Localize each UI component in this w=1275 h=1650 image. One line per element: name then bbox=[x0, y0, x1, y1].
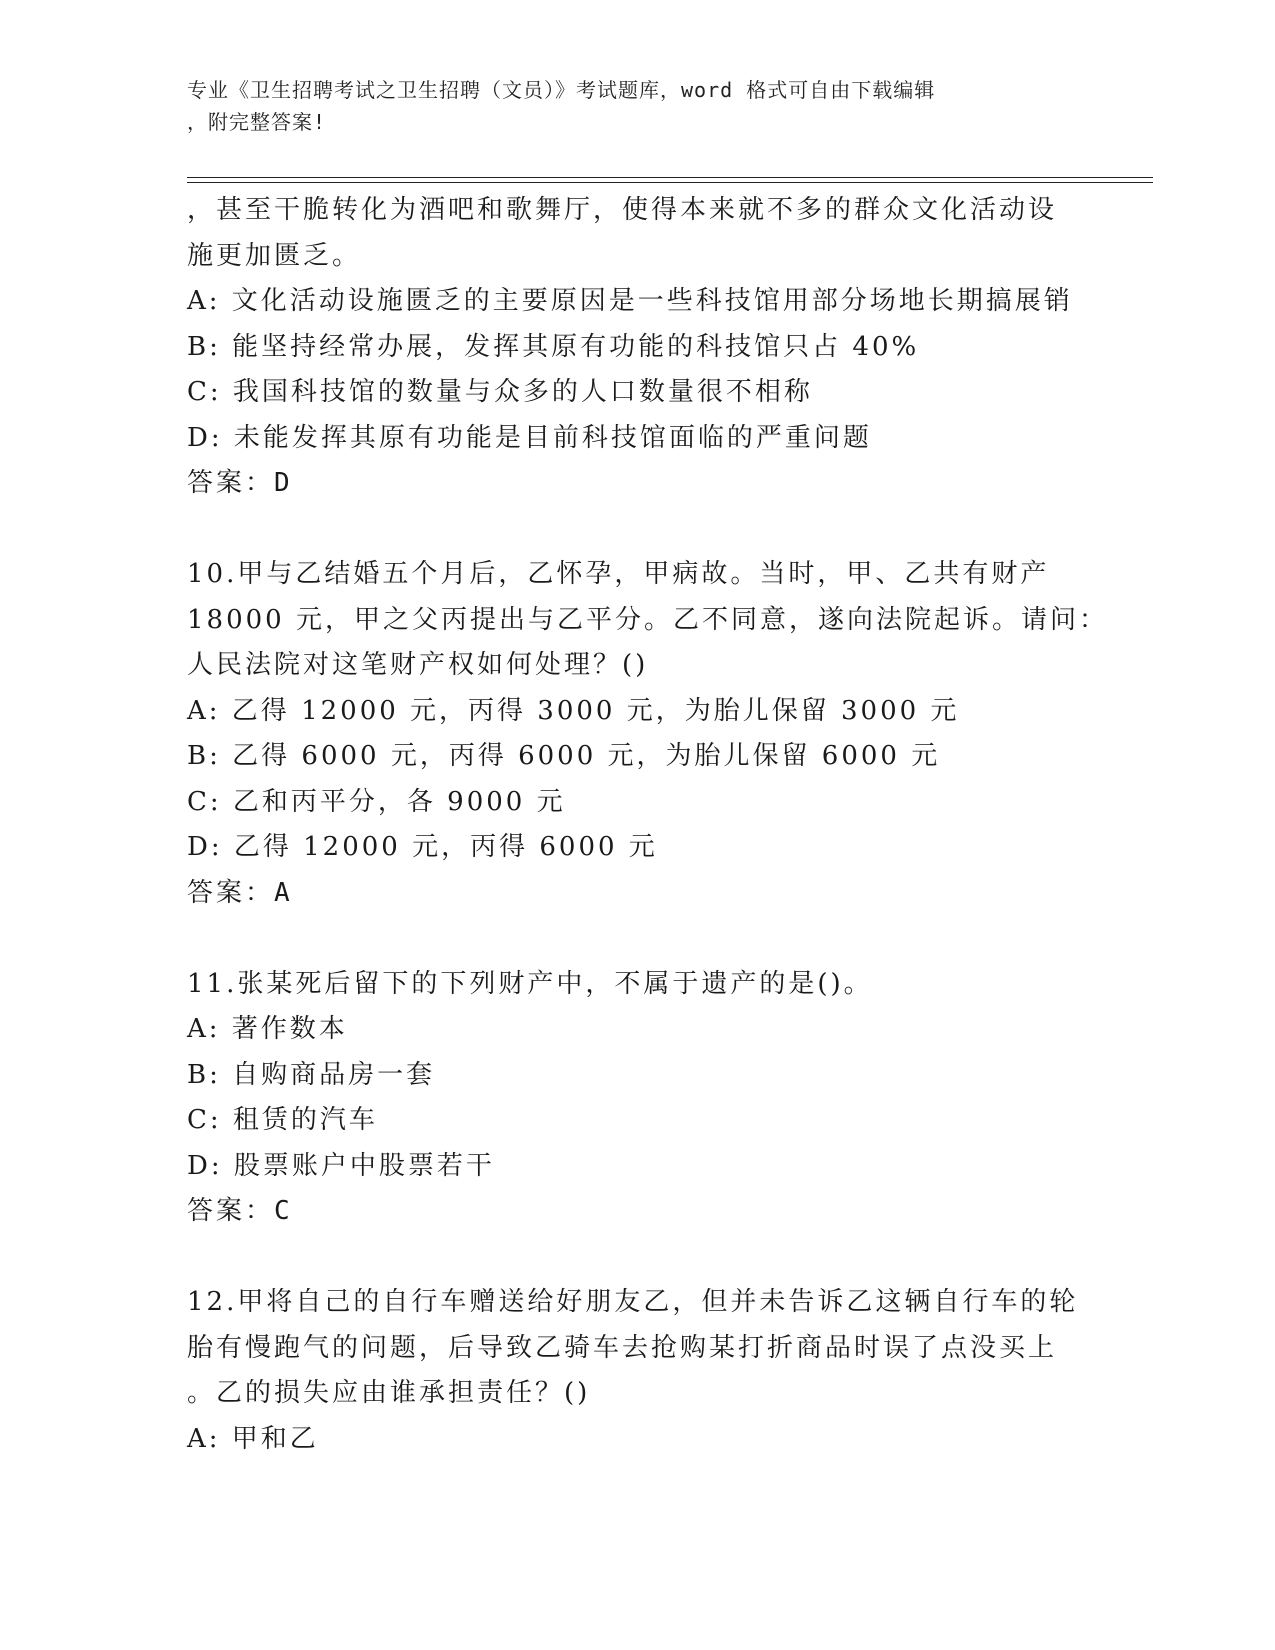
spacer bbox=[187, 916, 1087, 962]
option-a: A: 甲和乙 bbox=[187, 1423, 319, 1454]
answer-value: A bbox=[274, 877, 293, 908]
question-9 bbox=[187, 188, 1087, 507]
question-text: ，甚至干脆转化为酒吧和歌舞厅，使得本来就不多的群众文化活动设 bbox=[187, 195, 1058, 225]
header-line-2: ，附完整答案! bbox=[187, 110, 327, 134]
answer-line bbox=[187, 1189, 1087, 1235]
question-text: 18000 元，甲之父丙提出与乙平分。乙不同意，遂向法院起诉。请问： bbox=[187, 604, 1108, 635]
answer-label: 答案： bbox=[187, 468, 275, 498]
option-c: C: 乙和丙平分，各 9000 元 bbox=[187, 786, 566, 817]
question-text: 11.张某死后留下的下列财产中，不属于遗产的是()。 bbox=[187, 968, 873, 999]
page-header bbox=[187, 74, 1087, 138]
option-a: A: 乙得 12000 元，丙得 3000 元，为胎儿保留 3000 元 bbox=[187, 695, 960, 726]
option-a: A: 文化活动设施匮乏的主要原因是一些科技馆用部分场地长期搞展销 bbox=[187, 286, 1073, 316]
question-text: 。乙的损失应由谁承担责任？() bbox=[187, 1378, 591, 1408]
option-d: D: 股票账户中股票若干 bbox=[187, 1150, 495, 1181]
question-text: 10.甲与乙结婚五个月后，乙怀孕，甲病故。当时，甲、乙共有财产 bbox=[187, 559, 1050, 589]
question-text: 12.甲将自己的自行车赠送给好朋友乙，但并未告诉乙这辆自行车的轮 bbox=[187, 1287, 1079, 1317]
option-a: A: 著作数本 bbox=[187, 1014, 348, 1044]
option-b: B: 自购商品房一套 bbox=[187, 1059, 436, 1090]
question-12 bbox=[187, 1280, 1087, 1462]
option-c: C: 租赁的汽车 bbox=[187, 1105, 378, 1135]
header-line-1: 专业《卫生招聘考试之卫生招聘（文员）》考试题库，word 格式可自由下载编辑 bbox=[187, 78, 936, 102]
document-body bbox=[187, 188, 1108, 1462]
answer-label: 答案： bbox=[187, 1196, 275, 1226]
answer-line bbox=[187, 461, 1087, 507]
option-b: B: 乙得 6000 元，丙得 6000 元，为胎儿保留 6000 元 bbox=[187, 741, 941, 771]
spacer bbox=[187, 1235, 1087, 1281]
question-10 bbox=[187, 552, 1108, 916]
header-rule-top bbox=[187, 177, 1153, 178]
answer-line bbox=[187, 871, 1087, 917]
answer-value: D bbox=[274, 468, 293, 498]
question-11 bbox=[187, 962, 1087, 1235]
answer-label: 答案： bbox=[187, 877, 275, 908]
option-d: D: 未能发挥其原有功能是目前科技馆面临的严重问题 bbox=[187, 422, 872, 453]
option-d: D: 乙得 12000 元，丙得 6000 元 bbox=[187, 832, 658, 862]
question-text: 胎有慢跑气的问题，后导致乙骑车去抢购某打折商品时误了点没买上 bbox=[187, 1332, 1058, 1363]
option-c: C: 我国科技馆的数量与众多的人口数量很不相称 bbox=[187, 377, 813, 407]
header-rule-bottom bbox=[187, 182, 1153, 183]
option-b: B: 能坚持经常办展，发挥其原有功能的科技馆只占 40% bbox=[187, 331, 920, 362]
spacer bbox=[187, 507, 1087, 553]
question-text: 人民法院对这笔财产权如何处理？() bbox=[187, 650, 649, 680]
answer-value: C bbox=[274, 1196, 293, 1226]
question-text: 施更加匮乏。 bbox=[187, 240, 362, 271]
